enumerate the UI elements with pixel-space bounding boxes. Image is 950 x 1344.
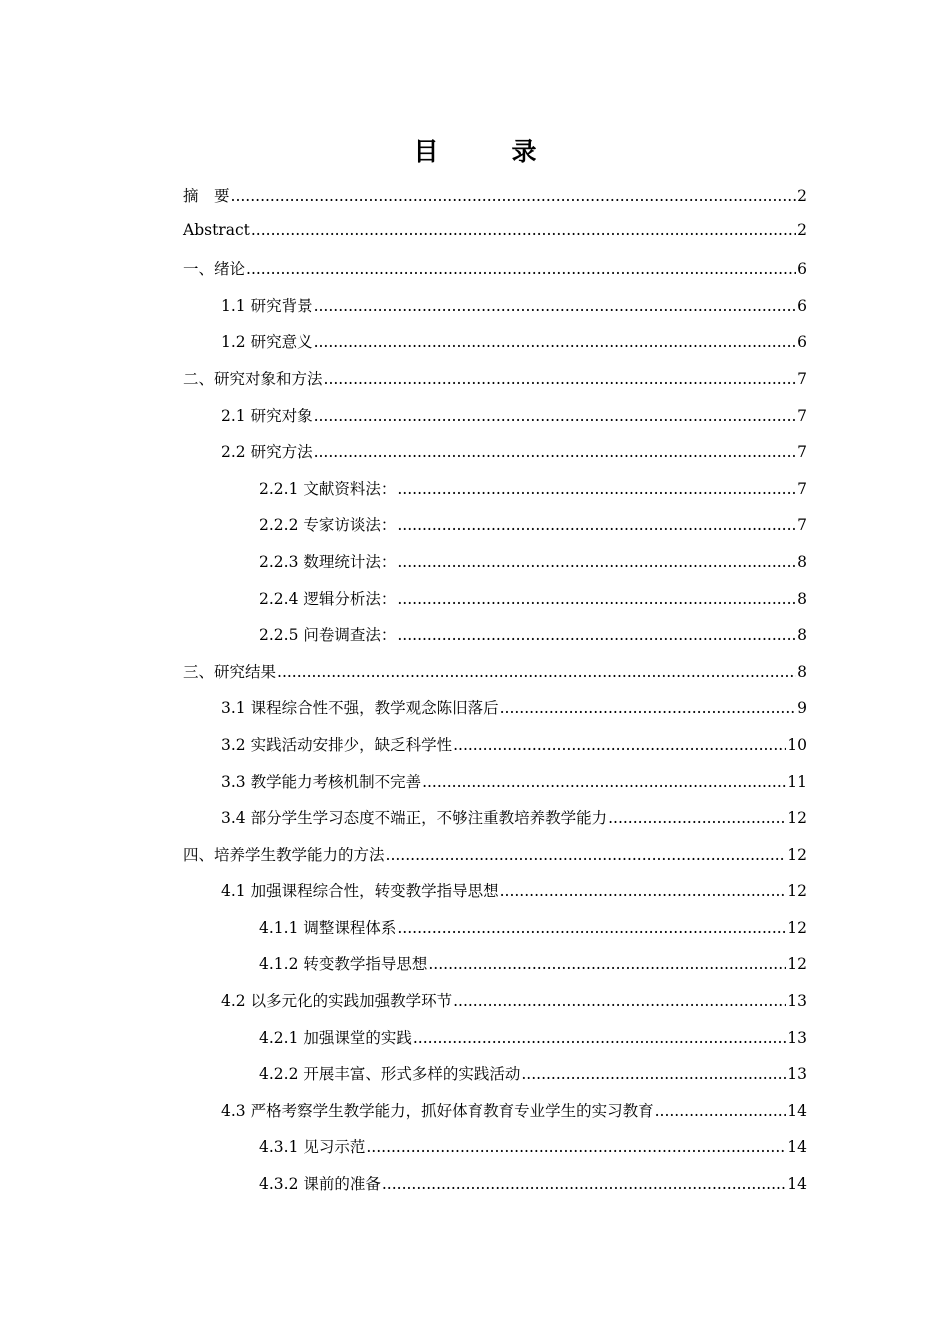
toc-entry[interactable] — [183, 952, 807, 989]
toc-entry[interactable] — [183, 1172, 807, 1209]
toc-entry[interactable] — [183, 330, 807, 367]
toc-entry-page-number: 7 — [797, 479, 807, 498]
toc-entry[interactable] — [183, 660, 807, 697]
toc-entry[interactable] — [183, 879, 807, 916]
toc-entry[interactable] — [183, 587, 807, 624]
toc-entry[interactable] — [183, 843, 807, 880]
dot-leader — [397, 626, 796, 644]
toc-entry-label: 四、培养学生教学能力的方法 — [183, 845, 385, 864]
toc-entry-page-number: 7 — [797, 516, 807, 535]
toc-entry[interactable] — [183, 1062, 807, 1099]
toc-entry-page-number: 11 — [787, 772, 807, 791]
page-title: 目 录 — [413, 137, 561, 166]
dot-leader — [500, 882, 787, 900]
toc-entry-page-number: 12 — [787, 882, 807, 901]
toc-entry-page-number: 7 — [797, 406, 807, 425]
toc-entry-label: 2.2.1 文献资料法： — [259, 479, 397, 498]
toc-entry-label: 4.3.1 见习示范 — [259, 1138, 366, 1157]
toc-entry[interactable] — [183, 513, 807, 550]
dot-leader — [397, 919, 786, 937]
toc-entry[interactable] — [183, 367, 807, 404]
toc-entry-label: 三、研究结果 — [183, 662, 277, 681]
dot-leader — [422, 773, 786, 791]
toc-entry-label: 4.2.1 加强课堂的实践 — [259, 1028, 412, 1047]
toc-entry-page-number: 8 — [797, 552, 807, 571]
toc-entry-label: 4.3.2 课前的准备 — [259, 1175, 381, 1194]
toc-entry-label: 2.2.5 问卷调查法： — [259, 626, 397, 645]
toc-entry-label: 2.2 研究方法 — [221, 443, 313, 462]
dot-leader — [246, 260, 796, 278]
toc-entry-page-number: 13 — [787, 1065, 807, 1084]
toc-entry-label: 2.2.3 数理统计法： — [259, 552, 397, 571]
toc-entry[interactable] — [183, 916, 807, 953]
toc-entry[interactable] — [183, 184, 807, 221]
toc-entry-page-number: 8 — [797, 589, 807, 608]
toc-entry-label: 1.1 研究背景 — [221, 296, 313, 315]
toc-entry-page-number: 9 — [797, 699, 807, 718]
dot-leader — [397, 480, 796, 498]
toc-entry-page-number: 6 — [797, 333, 807, 352]
toc-entry-page-number: 14 — [787, 1175, 807, 1194]
toc-entry[interactable] — [183, 770, 807, 807]
toc-entry-label: 1.2 研究意义 — [221, 333, 313, 352]
dot-leader — [314, 407, 797, 425]
toc-entry[interactable] — [183, 294, 807, 331]
toc-entry-page-number: 13 — [787, 1028, 807, 1047]
toc-entry-label: 3.4 部分学生学习态度不端正，不够注重教培养教学能力 — [221, 809, 608, 828]
toc-entry-page-number: 7 — [797, 369, 807, 388]
dot-leader — [397, 553, 796, 571]
toc-entry-label: 2.1 研究对象 — [221, 406, 313, 425]
toc-entry-page-number: 12 — [787, 809, 807, 828]
dot-leader — [366, 1138, 786, 1156]
toc-entry[interactable] — [183, 989, 807, 1026]
dot-leader — [521, 1065, 786, 1083]
dot-leader — [277, 663, 796, 681]
dot-leader — [453, 736, 786, 754]
toc-entry-label: 2.2.4 逻辑分析法： — [259, 589, 397, 608]
toc-entry[interactable] — [183, 440, 807, 477]
dot-leader — [231, 187, 797, 205]
dot-leader — [500, 699, 797, 717]
toc-entry-page-number: 2 — [797, 220, 807, 239]
toc-entry-page-number: 7 — [797, 443, 807, 462]
toc-entry[interactable] — [183, 623, 807, 660]
toc-entry-page-number: 8 — [797, 626, 807, 645]
toc-entry-label: 4.1.2 转变教学指导思想 — [259, 955, 428, 974]
toc-entry-page-number: 12 — [787, 918, 807, 937]
toc-entry[interactable] — [183, 477, 807, 514]
toc-entry-page-number: 6 — [797, 260, 807, 279]
toc-entry-label: 一、绪论 — [183, 260, 246, 279]
toc-entry-page-number: 14 — [787, 1101, 807, 1120]
toc-entry[interactable] — [183, 221, 807, 258]
toc-entry-page-number: 13 — [787, 992, 807, 1011]
toc-entry-label: 3.1 课程综合性不强，教学观念陈旧落后 — [221, 699, 499, 718]
toc-entry[interactable] — [183, 550, 807, 587]
dot-leader — [428, 955, 786, 973]
table-of-contents — [183, 184, 807, 1209]
toc-entry-page-number: 12 — [787, 955, 807, 974]
toc-entry-label: 4.3 严格考察学生教学能力，抓好体育教育专业学生的实习教育 — [221, 1101, 654, 1120]
toc-entry-page-number: 2 — [797, 187, 807, 205]
toc-entry-label: 2.2.2 专家访谈法： — [259, 516, 397, 535]
dot-leader — [324, 370, 797, 388]
toc-entry-page-number: 8 — [797, 662, 807, 681]
toc-entry-label: 4.1.1 调整课程体系 — [259, 918, 397, 937]
toc-entry[interactable] — [183, 733, 807, 770]
toc-entry-label: 4.2 以多元化的实践加强教学环节 — [221, 992, 453, 1011]
toc-entry[interactable] — [183, 404, 807, 441]
toc-entry[interactable] — [183, 1135, 807, 1172]
toc-entry-page-number: 12 — [787, 845, 807, 864]
dot-leader — [314, 333, 797, 351]
toc-entry-page-number: 10 — [787, 735, 807, 754]
toc-entry-label: 3.2 实践活动安排少，缺乏科学性 — [221, 735, 453, 754]
toc-entry[interactable] — [183, 696, 807, 733]
toc-entry-label: 二、研究对象和方法 — [183, 369, 323, 388]
toc-entry-label: 摘 要 — [183, 187, 230, 205]
toc-entry-label: 4.2.2 开展丰富、形式多样的实践活动 — [259, 1065, 521, 1084]
dot-leader — [314, 297, 797, 315]
dot-leader — [413, 1029, 786, 1047]
dot-leader — [251, 221, 796, 239]
toc-entry[interactable] — [183, 1099, 807, 1136]
toc-entry-page-number: 6 — [797, 296, 807, 315]
toc-entry[interactable] — [183, 1026, 807, 1063]
dot-leader — [655, 1102, 787, 1120]
toc-entry[interactable] — [183, 806, 807, 843]
toc-entry-label: 3.3 教学能力考核机制不完善 — [221, 772, 422, 791]
dot-leader — [608, 809, 786, 827]
toc-entry[interactable] — [183, 257, 807, 294]
dot-leader — [382, 1175, 786, 1193]
dot-leader — [314, 443, 797, 461]
dot-leader — [397, 590, 796, 608]
dot-leader — [386, 846, 787, 864]
dot-leader — [397, 516, 796, 534]
dot-leader — [453, 992, 786, 1010]
toc-entry-label: Abstract — [183, 220, 250, 239]
toc-entry-page-number: 14 — [787, 1138, 807, 1157]
toc-entry-label: 4.1 加强课程综合性，转变教学指导思想 — [221, 882, 499, 901]
